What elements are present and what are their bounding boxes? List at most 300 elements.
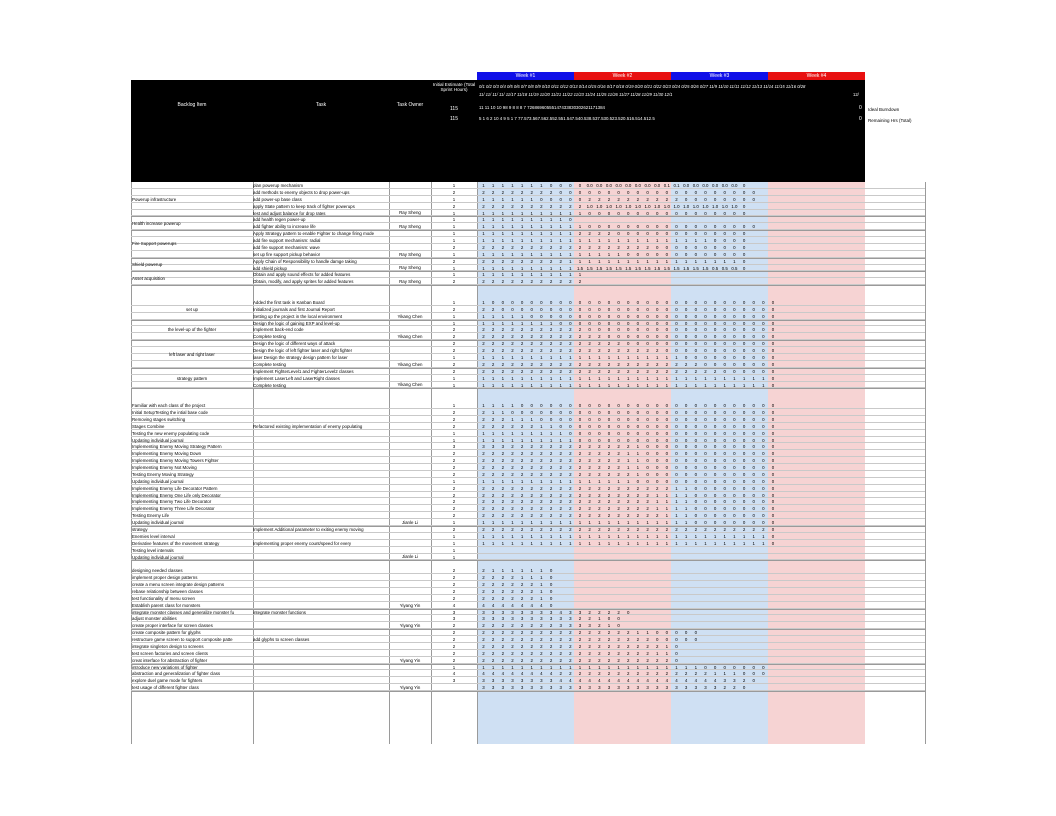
hours-cell: 1: [549, 251, 553, 257]
hours-cell: 1: [655, 664, 659, 670]
hours-cell: 2: [607, 444, 611, 450]
hours-cell: 2: [655, 348, 659, 354]
hours-cell: 0: [540, 299, 543, 305]
table-row: [131, 478, 925, 485]
hours-cell: 2: [482, 368, 485, 374]
hours-cell: 0: [549, 313, 553, 319]
hours-cell: 1: [627, 382, 630, 388]
hours-cell: 0: [762, 492, 765, 498]
hours-cell: 2: [501, 643, 505, 649]
hours-cell: 4: [598, 678, 601, 684]
hours-cell: 0: [636, 189, 640, 195]
hours-cell: 0: [762, 403, 765, 409]
hours-cell: 0: [675, 410, 678, 416]
hours-cell: 1: [501, 533, 505, 539]
table-row: [131, 574, 925, 581]
hours-cell: 2: [511, 527, 514, 532]
dates-row-2: 11/ 11/ 11/ 11/ 11/17 11/18 11/19 11/20 11/21 11/22 11/23 11/24 11/25 11/26 11/27 11/28 11/29 11/30 12/1: [479, 92, 673, 97]
hours-cell: 0: [752, 520, 755, 526]
hours-cell: 0: [665, 478, 669, 484]
hours-cell: 2: [655, 361, 659, 367]
hours-cell: 2: [646, 485, 649, 491]
hours-cell: 2: [588, 499, 591, 505]
hours-cell: 1: [617, 478, 620, 484]
hours-cell: 2: [501, 575, 505, 581]
hours-cell: 2: [482, 582, 485, 588]
hours-cell: 1: [482, 430, 485, 436]
hours-cell: 2: [617, 348, 620, 354]
estimate-cell: 2: [452, 568, 456, 574]
hours-cell: 1: [530, 533, 533, 539]
hours-cell: 2: [627, 630, 630, 636]
hours-cell: 2: [501, 334, 505, 340]
hours-cell: 2: [540, 471, 543, 477]
hours-cell: 0: [617, 410, 620, 416]
hours-cell: 0: [723, 348, 726, 354]
hours-cell: 1: [501, 183, 505, 188]
hours-cell: 2: [549, 657, 553, 663]
hours-cell: 2: [540, 458, 543, 464]
hours-cell: 1: [511, 265, 514, 271]
hours-cell: 1: [655, 382, 659, 388]
hours-cell: 0: [733, 341, 736, 347]
estimate-cell: 1: [452, 547, 456, 553]
hours-cell: 0: [655, 451, 659, 457]
hours-cell: 0: [742, 299, 746, 305]
hours-cell: 0: [704, 244, 707, 250]
hours-cell: 2: [559, 368, 562, 374]
hours-cell: 0: [636, 430, 640, 436]
estimate-cell: 2: [452, 341, 456, 347]
hours-cell: 1: [578, 375, 582, 381]
hours-cell: 1.5: [692, 265, 699, 271]
hours-cell: 0: [742, 368, 746, 374]
task-cell: Obtain and apply sound effects for added features: [253, 272, 351, 278]
hours-cell: 1: [646, 258, 649, 264]
table-row: [131, 230, 925, 237]
hours-cell: 0: [771, 513, 775, 519]
hours-cell: 0: [569, 410, 572, 416]
hours-cell: 2: [511, 499, 514, 505]
hours-cell: 0: [733, 313, 736, 319]
hours-cell: 2: [559, 258, 562, 264]
hours-cell: 1: [511, 403, 514, 409]
hours-cell: 0: [694, 637, 698, 643]
hours-cell: 1: [530, 416, 533, 422]
hours-cell: 0: [694, 320, 698, 326]
hours-cell: 1: [549, 217, 553, 223]
hours-cell: 0: [655, 210, 659, 216]
hours-cell: 1: [704, 540, 707, 546]
hours-cell: 2: [569, 334, 572, 340]
hours-cell: 0: [627, 320, 630, 326]
hours-cell: 2: [540, 643, 543, 649]
hours-cell: 0: [578, 320, 582, 326]
hours-cell: 0: [646, 451, 649, 457]
hours-cell: 3: [733, 678, 736, 684]
hours-cell: 0: [636, 306, 640, 312]
hours-cell: 0: [723, 437, 726, 443]
hours-cell: 2: [588, 657, 591, 663]
hours-cell: 1: [742, 533, 746, 539]
hours-cell: 2: [588, 643, 591, 649]
hours-cell: 0: [655, 327, 659, 333]
estimate-cell: 2: [452, 643, 456, 649]
hours-cell: 1: [482, 196, 485, 202]
hours-cell: 2: [617, 492, 620, 498]
hours-cell: 1: [742, 375, 746, 381]
hours-cell: 0: [646, 210, 649, 216]
hours-cell: 2: [491, 451, 495, 457]
hours-cell: 3: [636, 685, 640, 691]
hours-cell: 1: [723, 540, 726, 546]
estimate-cell: 1: [452, 196, 456, 202]
hours-cell: 2: [646, 196, 649, 202]
hours-cell: 0: [762, 306, 765, 312]
hours-cell: 0: [540, 313, 543, 319]
hours-cell: 0: [752, 437, 755, 443]
hours-cell: 1: [713, 375, 717, 381]
hours-cell: 1: [520, 265, 524, 271]
hours-cell: 0: [627, 210, 630, 216]
hours-cell: 0: [733, 485, 736, 491]
backlog-item-cell: Testing level intervals: [132, 547, 174, 553]
hours-cell: 0: [713, 313, 717, 319]
task-cell: Added the first task in Kanban Board: [253, 299, 325, 305]
hours-cell: 0: [762, 327, 765, 333]
hours-cell: 1: [501, 478, 505, 484]
hours-cell: 0: [684, 341, 688, 347]
hours-cell: 2: [627, 671, 630, 677]
hours-cell: 2: [491, 637, 495, 643]
hours-cell: 0: [713, 341, 717, 347]
estimate-cell: 2: [452, 423, 456, 429]
hours-cell: 4: [559, 678, 562, 684]
remaining-row: 5 1 6 2 10 4 9 5 1 7 77.573.567.562.552.551.547.540.538.537.530.523.520.516.514.512.5: [479, 116, 655, 121]
hours-cell: 1.0: [663, 203, 670, 209]
hours-cell: 1: [511, 231, 514, 237]
week-3-header: Week #3: [671, 72, 768, 80]
hours-cell: 3: [588, 623, 591, 629]
hours-cell: 1: [549, 238, 553, 244]
task-cell: test and adjust balance for drop rates: [253, 210, 326, 216]
hours-cell: 1: [588, 375, 591, 381]
hours-cell: 1: [636, 355, 640, 360]
hours-cell: 0: [684, 355, 688, 360]
hours-cell: 2: [655, 513, 659, 519]
hours-cell: 0: [684, 478, 688, 484]
hours-cell: 0: [636, 423, 640, 429]
hours-cell: 1: [549, 320, 553, 326]
estimate-cell: 1: [452, 231, 456, 237]
hours-cell: 2: [559, 465, 562, 471]
hours-cell: 2: [482, 568, 485, 574]
hours-cell: 2: [559, 361, 562, 367]
hours-cell: 0: [607, 189, 611, 195]
hours-cell: 1: [501, 313, 505, 319]
hours-cell: 2: [530, 513, 533, 519]
hours-cell: 3: [540, 678, 543, 684]
hours-cell: 1: [752, 533, 755, 539]
hours-cell: 0: [762, 416, 765, 422]
hours-cell: 2: [549, 458, 553, 464]
hours-cell: 1: [627, 355, 630, 360]
hours-cell: 1: [607, 478, 611, 484]
hours-cell: 1: [617, 375, 620, 381]
hours-cell: 2: [607, 499, 611, 505]
hours-cell: 2: [530, 650, 533, 656]
hours-cell: 1: [482, 403, 485, 409]
hours-cell: 0: [742, 430, 746, 436]
hours-cell: 0: [752, 499, 755, 505]
hours-cell: 2: [520, 506, 524, 512]
hours-cell: 0: [675, 416, 678, 422]
hours-cell: 3: [511, 678, 514, 684]
hours-cell: 1: [482, 375, 485, 381]
hours-cell: 1: [530, 437, 533, 443]
hours-cell: 2: [598, 361, 601, 367]
task-cell: apply State pattern to keep track of fighter powerups: [253, 203, 355, 209]
hours-cell: 3: [501, 685, 505, 691]
hours-cell: 0: [675, 630, 678, 636]
hours-cell: 0: [752, 341, 755, 347]
hours-cell: 2: [627, 643, 630, 649]
hours-cell: 0: [694, 348, 698, 354]
hours-cell: 1: [617, 251, 620, 257]
hours-cell: 1: [588, 520, 591, 526]
hours-cell: 0: [733, 410, 736, 416]
hours-cell: 1: [511, 533, 514, 539]
hours-cell: 2: [588, 231, 591, 237]
hours-cell: 0: [733, 355, 736, 360]
hours-cell: 1: [588, 355, 591, 360]
hours-cell: 1: [549, 265, 553, 271]
hours-cell: 0: [694, 196, 698, 202]
table-row: [131, 657, 925, 664]
hours-cell: 0: [752, 478, 755, 484]
section-divider: [131, 368, 925, 369]
hours-cell: 2: [511, 637, 514, 643]
hours-cell: 0: [704, 410, 707, 416]
hours-cell: 0: [713, 506, 717, 512]
hours-cell: 1: [733, 533, 736, 539]
hours-cell: 4: [482, 671, 485, 677]
estimate-cell: 2: [452, 657, 456, 663]
table-row: [131, 581, 925, 588]
hours-cell: 2: [530, 203, 533, 209]
task-cell: Design the logic of left fighter laser and right fighter: [253, 348, 353, 354]
hours-cell: 1: [627, 533, 630, 539]
hours-cell: 0: [742, 520, 746, 526]
hours-cell: 2: [665, 361, 669, 367]
hours-cell: 1: [684, 258, 688, 264]
hours-cell: 0: [723, 410, 726, 416]
hours-cell: 1: [646, 375, 649, 381]
hours-cell: 1: [713, 540, 717, 546]
hours-cell: 1: [578, 355, 582, 360]
hours-cell: 1: [559, 437, 562, 443]
hours-cell: 2: [511, 334, 514, 340]
hours-cell: 0: [752, 444, 755, 450]
hours-cell: 1: [540, 183, 543, 188]
hours-cell: 2: [598, 368, 601, 374]
hours-cell: 0: [646, 430, 649, 436]
hours-cell: 2: [588, 244, 591, 250]
estimate-cell: 1: [452, 265, 456, 271]
hours-cell: 0: [762, 471, 765, 477]
hours-cell: 0: [627, 609, 630, 615]
hours-cell: 2: [588, 458, 591, 464]
hours-cell: 2: [588, 492, 591, 498]
hours-cell: 2: [694, 527, 698, 532]
hours-cell: 1: [607, 540, 611, 546]
hours-cell: 1: [559, 533, 562, 539]
hours-cell: 2: [482, 258, 485, 264]
hours-cell: 0: [627, 341, 630, 347]
hours-cell: 2: [733, 685, 736, 691]
hours-cell: 0: [627, 334, 630, 340]
hours-cell: 1: [559, 265, 562, 271]
table-row: [131, 409, 925, 416]
table-row: [131, 650, 925, 657]
hours-cell: 0: [742, 416, 746, 422]
hours-cell: 0: [665, 430, 669, 436]
hours-cell: 0: [675, 451, 678, 457]
hours-cell: 0: [665, 341, 669, 347]
hours-cell: 0: [598, 224, 601, 230]
hours-cell: 2: [559, 451, 562, 457]
hours-cell: 2: [491, 416, 495, 422]
hours-cell: 2: [665, 671, 669, 677]
hours-cell: 0: [646, 313, 649, 319]
hours-cell: 1: [511, 217, 514, 223]
hours-cell: 3: [491, 678, 495, 684]
table-row: [131, 602, 925, 609]
hours-cell: 4: [675, 678, 678, 684]
hours-cell: 2: [617, 451, 620, 457]
hours-cell: 1: [482, 265, 485, 271]
backlog-item-cell: Implementing Enemy Three Life Decorator: [132, 506, 215, 512]
hours-cell: 0: [655, 320, 659, 326]
hours-cell: 0: [665, 320, 669, 326]
table-row: [131, 622, 925, 629]
hours-cell: 0: [733, 196, 736, 202]
hours-cell: 0: [694, 334, 698, 340]
hours-cell: 1: [540, 664, 543, 670]
hours-cell: 0: [675, 334, 678, 340]
hours-cell: 0.0: [721, 183, 728, 188]
hours-cell: 2: [598, 348, 601, 354]
hours-cell: 2: [559, 650, 562, 656]
hours-cell: 2: [482, 410, 485, 416]
hours-cell: 0: [549, 588, 553, 594]
hours-cell: 1: [511, 313, 514, 319]
hours-cell: 2: [491, 327, 495, 333]
hours-cell: 3: [511, 685, 514, 691]
hours-cell: 0: [646, 465, 649, 471]
hours-cell: 2: [636, 244, 640, 250]
hours-cell: 1: [752, 375, 755, 381]
hours-cell: 0: [771, 478, 775, 484]
hours-cell: 2: [549, 444, 553, 450]
hours-cell: 2: [511, 341, 514, 347]
task-cell: plan powerup mechanism: [253, 183, 304, 188]
hours-cell: 3: [598, 685, 601, 691]
section-divider: [131, 230, 925, 231]
hours-cell: 2: [559, 327, 562, 333]
hours-cell: 1: [540, 588, 543, 594]
hours-cell: 2: [742, 527, 746, 532]
hours-cell: 2: [598, 623, 601, 629]
hours-cell: 0: [723, 513, 726, 519]
table-row: [131, 588, 925, 595]
hours-cell: 0: [771, 313, 775, 319]
hours-cell: 3: [491, 685, 495, 691]
hours-cell: 0: [723, 506, 726, 512]
hours-cell: 3: [627, 685, 630, 691]
table-row: [131, 643, 925, 650]
hours-cell: 1: [665, 382, 669, 388]
hours-cell: 1: [491, 664, 495, 670]
hours-cell: 0: [675, 637, 678, 643]
hours-cell: 0: [675, 403, 678, 409]
hours-cell: 0: [752, 368, 755, 374]
hours-cell: 2: [540, 527, 543, 532]
hours-cell: 1: [675, 520, 678, 526]
hours-cell: 0: [733, 210, 736, 216]
hours-cell: 0: [655, 471, 659, 477]
hours-cell: 2: [627, 196, 630, 202]
hours-cell: 1: [482, 520, 485, 526]
hours-cell: 1: [530, 238, 533, 244]
hours-cell: 2: [694, 368, 698, 374]
hours-cell: 1: [559, 430, 562, 436]
hours-cell: 1: [694, 664, 698, 670]
hours-cell: 0: [607, 299, 611, 305]
hours-cell: 2: [578, 527, 582, 532]
table-row: [131, 485, 925, 492]
hours-cell: 0: [578, 313, 582, 319]
hours-cell: 0: [675, 430, 678, 436]
hours-cell: 2: [569, 499, 572, 505]
hours-cell: 0: [733, 320, 736, 326]
hours-cell: 2: [511, 657, 514, 663]
hours-cell: 0: [607, 403, 611, 409]
hours-cell: 3: [549, 616, 553, 622]
hours-cell: 2: [665, 196, 669, 202]
hours-cell: 2: [491, 258, 495, 264]
hours-cell: 1: [559, 238, 562, 244]
hours-cell: 2: [491, 203, 495, 209]
hours-cell: 2: [549, 348, 553, 354]
hours-cell: 0: [742, 327, 746, 333]
hours-cell: 1.5: [654, 265, 661, 271]
hours-cell: 3: [559, 623, 562, 629]
backlog-item-cell: Implementing Enemy Life Decorator Pattern: [132, 485, 218, 491]
hours-cell: 1: [607, 382, 611, 388]
hours-cell: 0: [598, 210, 601, 216]
hours-cell: 0: [684, 189, 688, 195]
task-cell: add fighter ability to increase life: [253, 224, 316, 230]
hours-cell: 1: [530, 568, 533, 574]
hours-cell: 2: [636, 650, 640, 656]
hours-cell: 0: [752, 471, 755, 477]
hours-cell: 2: [482, 327, 485, 333]
hours-cell: 4: [511, 602, 514, 608]
hours-cell: 0: [713, 437, 717, 443]
hours-cell: 2: [598, 513, 601, 519]
hours-cell: 2: [501, 458, 505, 464]
